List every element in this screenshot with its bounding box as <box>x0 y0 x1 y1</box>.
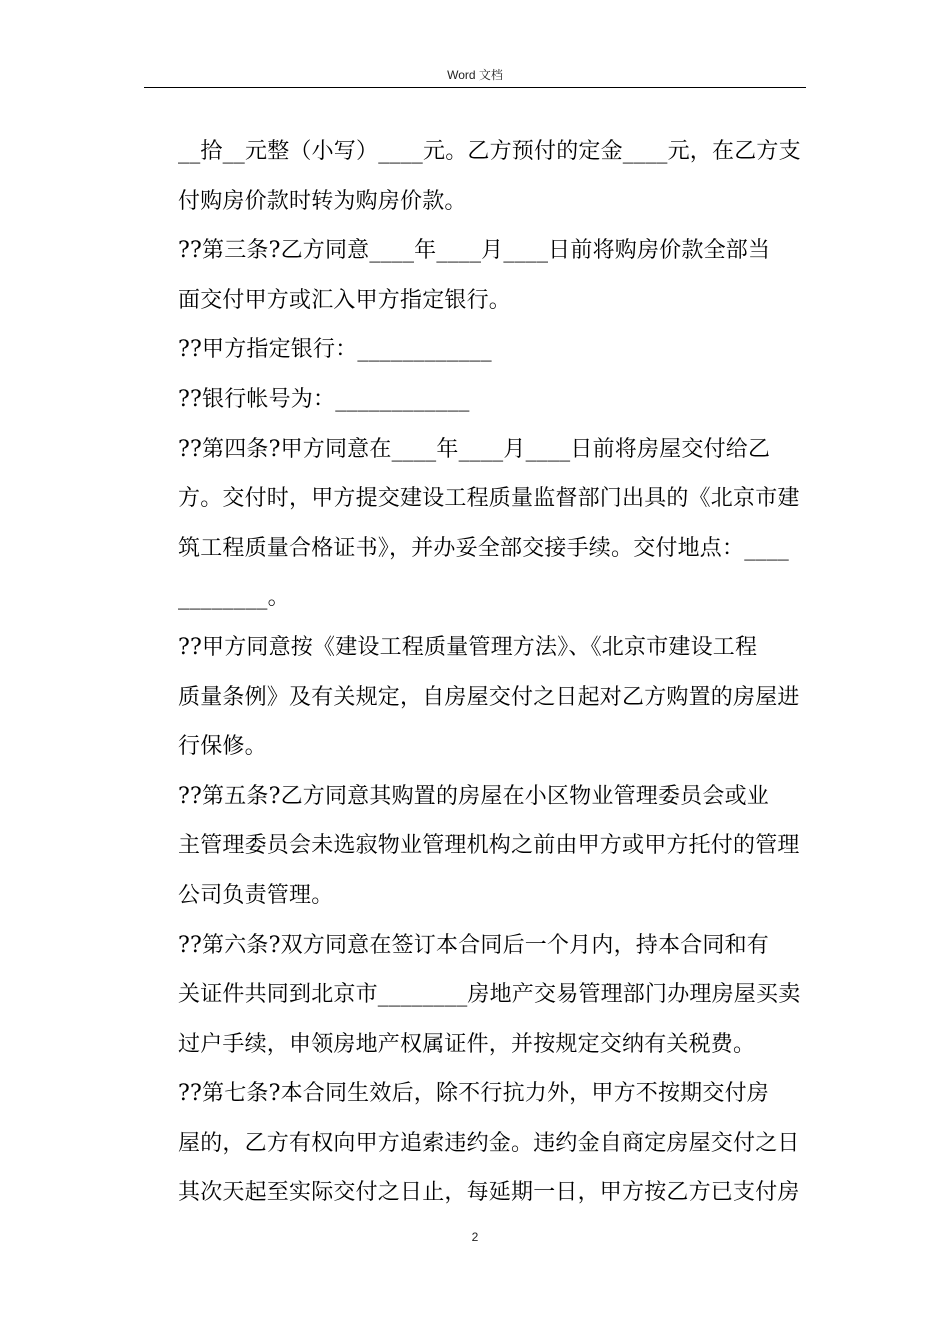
text-line: 关证件共同到北京市________房地产交易管理部门办理房屋买卖 <box>178 982 801 1008</box>
text-line: 付购房价款时转为购房价款。 <box>178 188 467 214</box>
text-line: ??第四条?甲方同意在____年____月____日前将房屋交付给乙 <box>178 436 771 462</box>
text-line: ??第七条?本合同生效后，除不行抗力外，甲方不按期交付房 <box>178 1081 769 1107</box>
page-number: 2 <box>471 1230 479 1244</box>
text-line: ??第三条?乙方同意____年____月____日前将购房价款全部当 <box>178 238 771 264</box>
text-line: ??第五条?乙方同意其购置的房屋在小区物业管理委员会或业 <box>178 783 769 809</box>
text-line: 其次天起至实际交付之日止，每延期一日，甲方按乙方已支付房 <box>178 1180 800 1206</box>
text-line: 主管理委员会未选寂物业管理机构之前由甲方或甲方托付的管理 <box>178 833 800 859</box>
text-line: 公司负责管理。 <box>178 882 334 908</box>
text-line: 质量条例》及有关规定，自房屋交付之日起对乙方购置的房屋进 <box>178 684 800 710</box>
text-line: 过户手续，申领房地产权属证件，并按规定交纳有关税费。 <box>178 1031 756 1057</box>
text-line: __拾__元整（小写）____元。乙方预付的定金____元，在乙方支 <box>178 139 801 164</box>
text-line: 面交付甲方或汇入甲方指定银行。 <box>178 287 512 313</box>
text-line: 屋的，乙方有权向甲方追索违约金。违约金自商定房屋交付之日 <box>178 1130 800 1156</box>
text-line: 方。交付时，甲方提交建设工程质量监督部门出具的《北京市建 <box>178 486 800 512</box>
text-line: 行保修。 <box>178 734 267 760</box>
page-header: Word 文档 <box>447 68 503 82</box>
text-line: ??甲方同意按《建设工程质量管理方法》、《北京市建设工程 <box>178 634 758 660</box>
text-line: ________。 <box>178 585 290 611</box>
document-body <box>178 127 804 1218</box>
text-line: ??甲方指定银行：____________ <box>178 337 492 363</box>
text-line: ??第六条?双方同意在签订本合同后一个月内，持本合同和有 <box>178 932 769 958</box>
header-divider <box>144 87 806 88</box>
text-line: 筑工程质量合格证书》，并办妥全部交接手续。交付地点：____ <box>178 535 790 561</box>
text-line: ??银行帐号为：____________ <box>178 386 470 412</box>
